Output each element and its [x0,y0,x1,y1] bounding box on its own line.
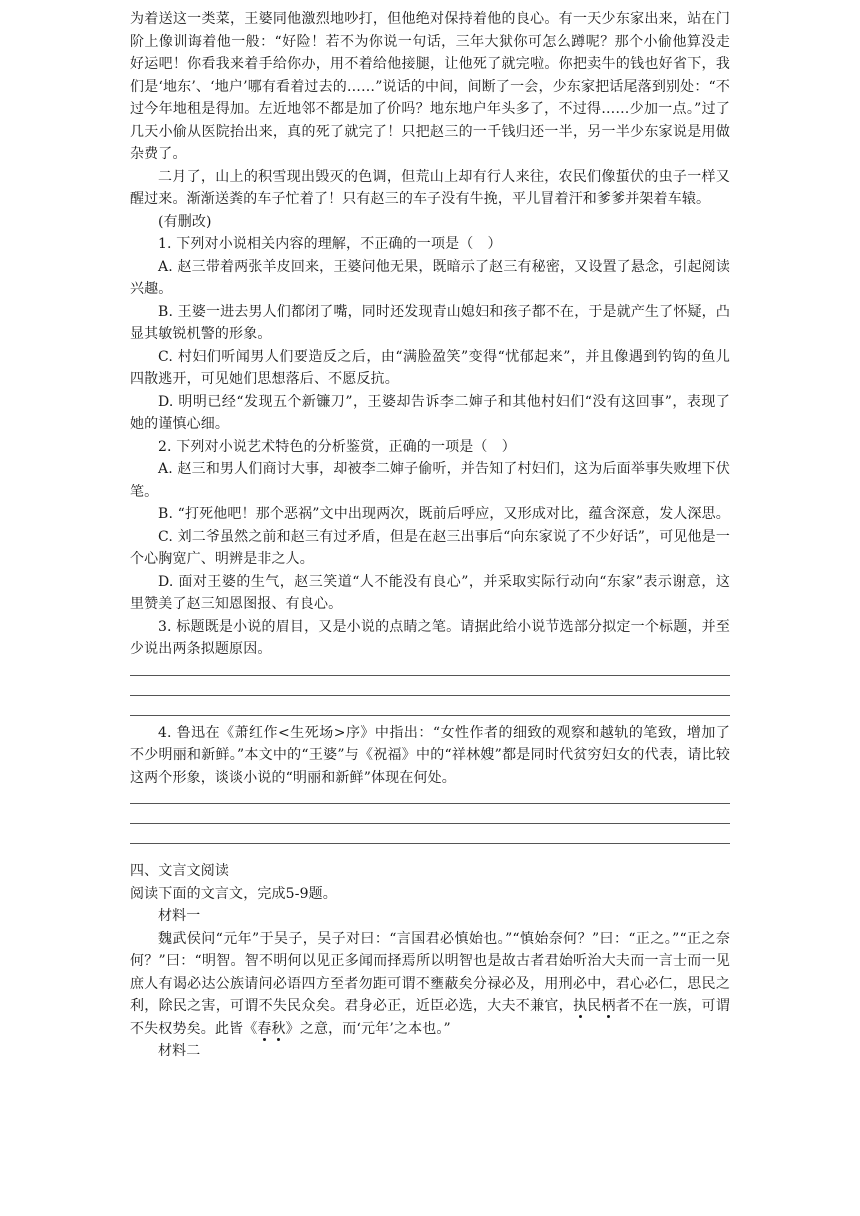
question-2-option-d: D. 面对王婆的生气，赵三笑道“人不能没有良心”，并采取实际行动向“东家”表示谢意，这里赞美了赵三知恩图报、有良心。 [130,573,730,612]
emphasis-char: 柄 [601,998,616,1014]
section-instruction: 阅读下面的文言文，完成5-9题。 [130,885,337,902]
passage-paragraph: 二月了，山上的积雪现出毁灭的色调，但荒山上却有行人来往，农民们像蜇伏的虫子一样又醒过来。渐渐送粪的车子忙着了！只有赵三的车子没有牛挽，平儿冒着汗和爹爹并架着车辕。 [130,168,730,207]
question-1-option-a: A. 赵三带着两张羊皮回来，王婆问他无果，既暗示了赵三有秘密，又设置了悬念，引起阅读兴趣。 [130,258,730,297]
answer-line [130,675,730,676]
question-1-option-b: B. 王婆一进去男人们都闭了嘴，同时还发现青山媳妇和孩子都不在，于是就产生了怀疑，凸显其敏锐机警的形象。 [130,303,730,342]
question-1-option-c: C. 村妇们听闻男人们要造反之后，由“满脸盈笑”变得“忧郁起来”，并且像遇到钓钩的鱼儿四散逃开，可见她们思想落后、不愿反抗。 [130,348,730,387]
emphasis-char: 秋 [271,1020,286,1037]
question-3-stem: 3. 标题既是小说的眉目，又是小说的点睛之笔。请据此给小说节选部分拟定一个标题，并至少说出两条拟题原因。 [130,618,730,657]
answer-line [130,843,730,844]
question-2-option-a: A. 赵三和男人们商讨大事，却被李二婶子偷听，并告知了村妇们，这为后面举事失败埋下伏笔。 [130,461,730,500]
material-1-text-part: 者不在一族，可谓不失权势矣。此皆《 [130,998,730,1037]
question-4-stem: 4. 鲁迅在《萧红作<生死场>序》中指出：“女性作者的细致的观察和越轨的笔致，增加了不少明丽和新鲜。”本文中的“王婆”与《祝福》中的“祥林嫂”都是同时代贫穷妇女的代表，请比较这两个形象，谈谈小说的“明丽和新鲜”体现在何处。 [130,724,730,786]
material-1-label: 材料一 [158,908,201,924]
section-heading: 四、文言文阅读 [130,863,230,879]
passage-paragraph: 为着送这一类菜，王婆同他激烈地吵打，但他绝对保持着他的良心。有一天少东家出来，站在门阶上像训诲着他一般：“好险！若不为你说一句话，三年大狱你可怎么蹲呢？那个小偷他算没走好运吧！你看我来着手给你办，用不着给他接腿，让他死了就完啦。你把卖牛的钱也好省下，我们是‘地东’、‘地户’哪有看着过去的……”说话的中间，间断了一会，少东家把话尾落到别处：“不过今年地租是得加。左近地邻不都是加了价吗？地东地户年头多了，不过得……少加一点。”过了几天小偷从医院抬出来，真的死了就完了！只把赵三的一千钱归还一半，另一半少东家说是用做杂费了。 [130,11,730,162]
emphasis-char: 春 [257,1020,272,1037]
answer-line [130,803,730,804]
question-2-stem: 2. 下列对小说艺术特色的分析鉴赏，正确的一项是（ ） [158,438,516,455]
question-2-option-b: B. “打死他吧！那个恶祸”文中出现两次，既前后呼应，又形成对比，蕴含深意，发人深思。 [158,506,730,522]
material-1-text-part: 魏武侯问“元年”于吴子，吴子对曰：“言国君必慎始也。”“慎始奈何？”曰：“正之。”“正之奈何？”曰：“明智。智不明何以见正多闻而择焉所以明智也是故古者君始听治大夫而一言士而一见庶人有谒必达公族请问必语四方至者勿距可谓不壅蔽矣分禄必及，用刑必中，君心必仁，思民之利，除民之害，可谓不失民众矣。君身必正，近臣必选，大夫不兼官， [130,930,730,1014]
source-note: (有删改) [158,213,212,230]
answer-line [130,695,730,696]
question-1-stem: 1. 下列对小说相关内容的理解，不正确的一项是（ ） [158,236,502,252]
answer-line [130,715,730,716]
question-3-answer-area[interactable] [130,675,730,716]
material-1-text [130,928,730,1041]
emphasis-char: 执 [572,998,588,1014]
material-2-label: 材料二 [158,1043,201,1059]
material-1-text-part: 》之意，而‘元年’之本也。” [285,1020,451,1037]
material-1-text-part: 民 [587,998,602,1014]
question-1-option-d: D. 明明已经“发现五个新镰刀”，王婆却告诉李二婶子和其他村妇们“没有这回事”，表现了她的谨慎心细。 [130,393,730,432]
question-4-answer-area[interactable] [130,803,730,844]
answer-line [130,823,730,824]
question-2-option-c: C. 刘二爷虽然之前和赵三有过矛盾，但是在赵三出事后“向东家说了不少好话”，可见他是一个心胸宽广、明辨是非之人。 [130,528,730,567]
document-page [130,8,730,1063]
